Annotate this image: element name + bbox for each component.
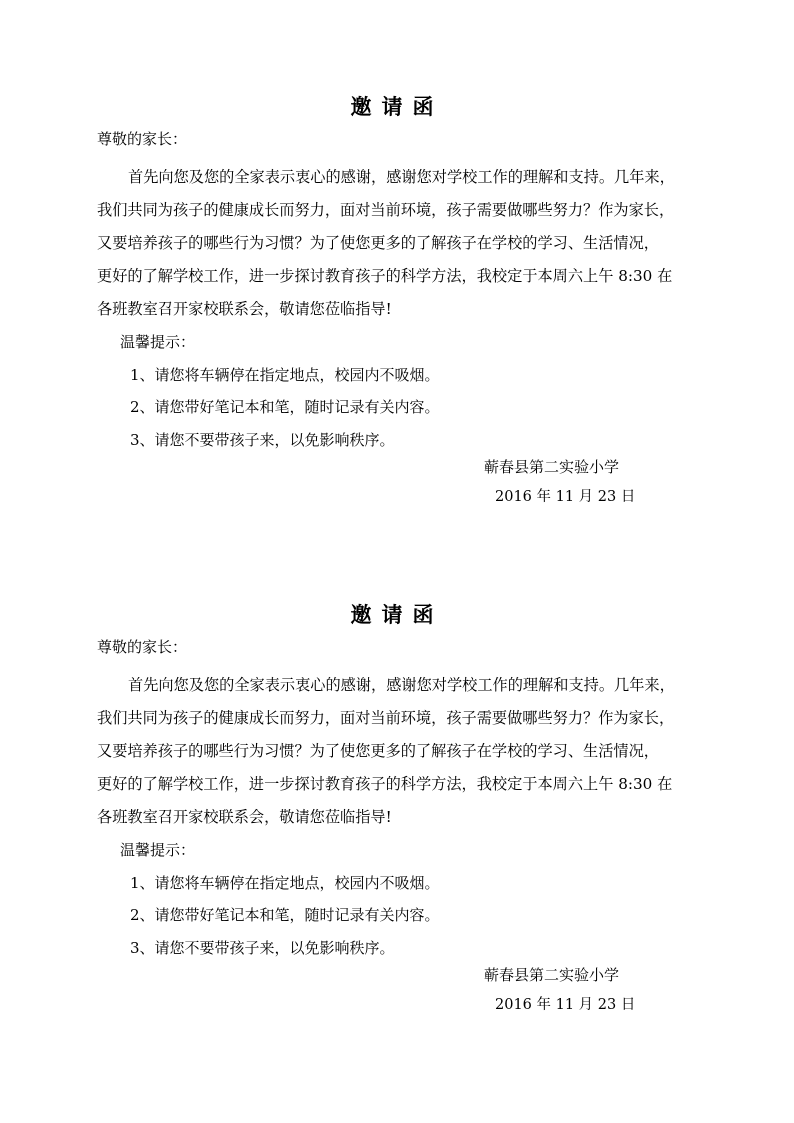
reminder-title: 温馨提示： [120,333,196,351]
body-line: 又要培养孩子的哪些行为习惯？为了使您更多的了解孩子在学校的学习、生活情况， [97,234,659,252]
body-line: 我们共同为孩子的健康成长而努力，面对当前环境，孩子需要做哪些努力？作为家长， [97,709,675,727]
tip-item: 1、请您将车辆停在指定地点，校园内不吸烟。 [130,366,440,384]
tip-item: 2、请您带好笔记本和笔，随时记录有关内容。 [130,398,440,416]
body-line: 首先向您及您的全家表示衷心的感谢，感谢您对学校工作的理解和支持。几年来， [128,168,675,186]
school-signature: 蕲春县第二实验小学 [484,458,620,476]
body-line: 各班教室召开家校联系会，敬请您莅临指导! [97,300,392,318]
tip-item: 3、请您不要带孩子来，以免影响秩序。 [130,939,395,957]
reminder-title: 温馨提示： [120,841,196,859]
body-line: 我们共同为孩子的健康成长而努力，面对当前环境，孩子需要做哪些努力？作为家长， [97,201,675,219]
body-line: 又要培养孩子的哪些行为习惯？为了使您更多的了解孩子在学校的学习、生活情况， [97,742,659,760]
school-signature: 蕲春县第二实验小学 [484,966,620,984]
tip-item: 2、请您带好笔记本和笔，随时记录有关内容。 [130,906,440,924]
letter-title: 邀请函 [350,94,444,119]
salutation: 尊敬的家长： [97,130,188,148]
letter-date: 2016 年 11 月 23 日 [495,489,636,505]
tip-item: 1、请您将车辆停在指定地点，校园内不吸烟。 [130,874,440,892]
body-line: 更好的了解学校工作，进一步探讨教育孩子的科学方法，我校定于本周六上午 8:30 在 [97,775,673,793]
body-line: 首先向您及您的全家表示衷心的感谢，感谢您对学校工作的理解和支持。几年来， [128,676,675,694]
letter-date: 2016 年 11 月 23 日 [495,997,636,1013]
salutation: 尊敬的家长： [97,638,188,656]
body-line: 各班教室召开家校联系会，敬请您莅临指导! [97,808,392,826]
tip-item: 3、请您不要带孩子来，以免影响秩序。 [130,431,395,449]
body-line: 更好的了解学校工作，进一步探讨教育孩子的科学方法，我校定于本周六上午 8:30 在 [97,267,673,285]
letter-title: 邀请函 [350,602,444,627]
